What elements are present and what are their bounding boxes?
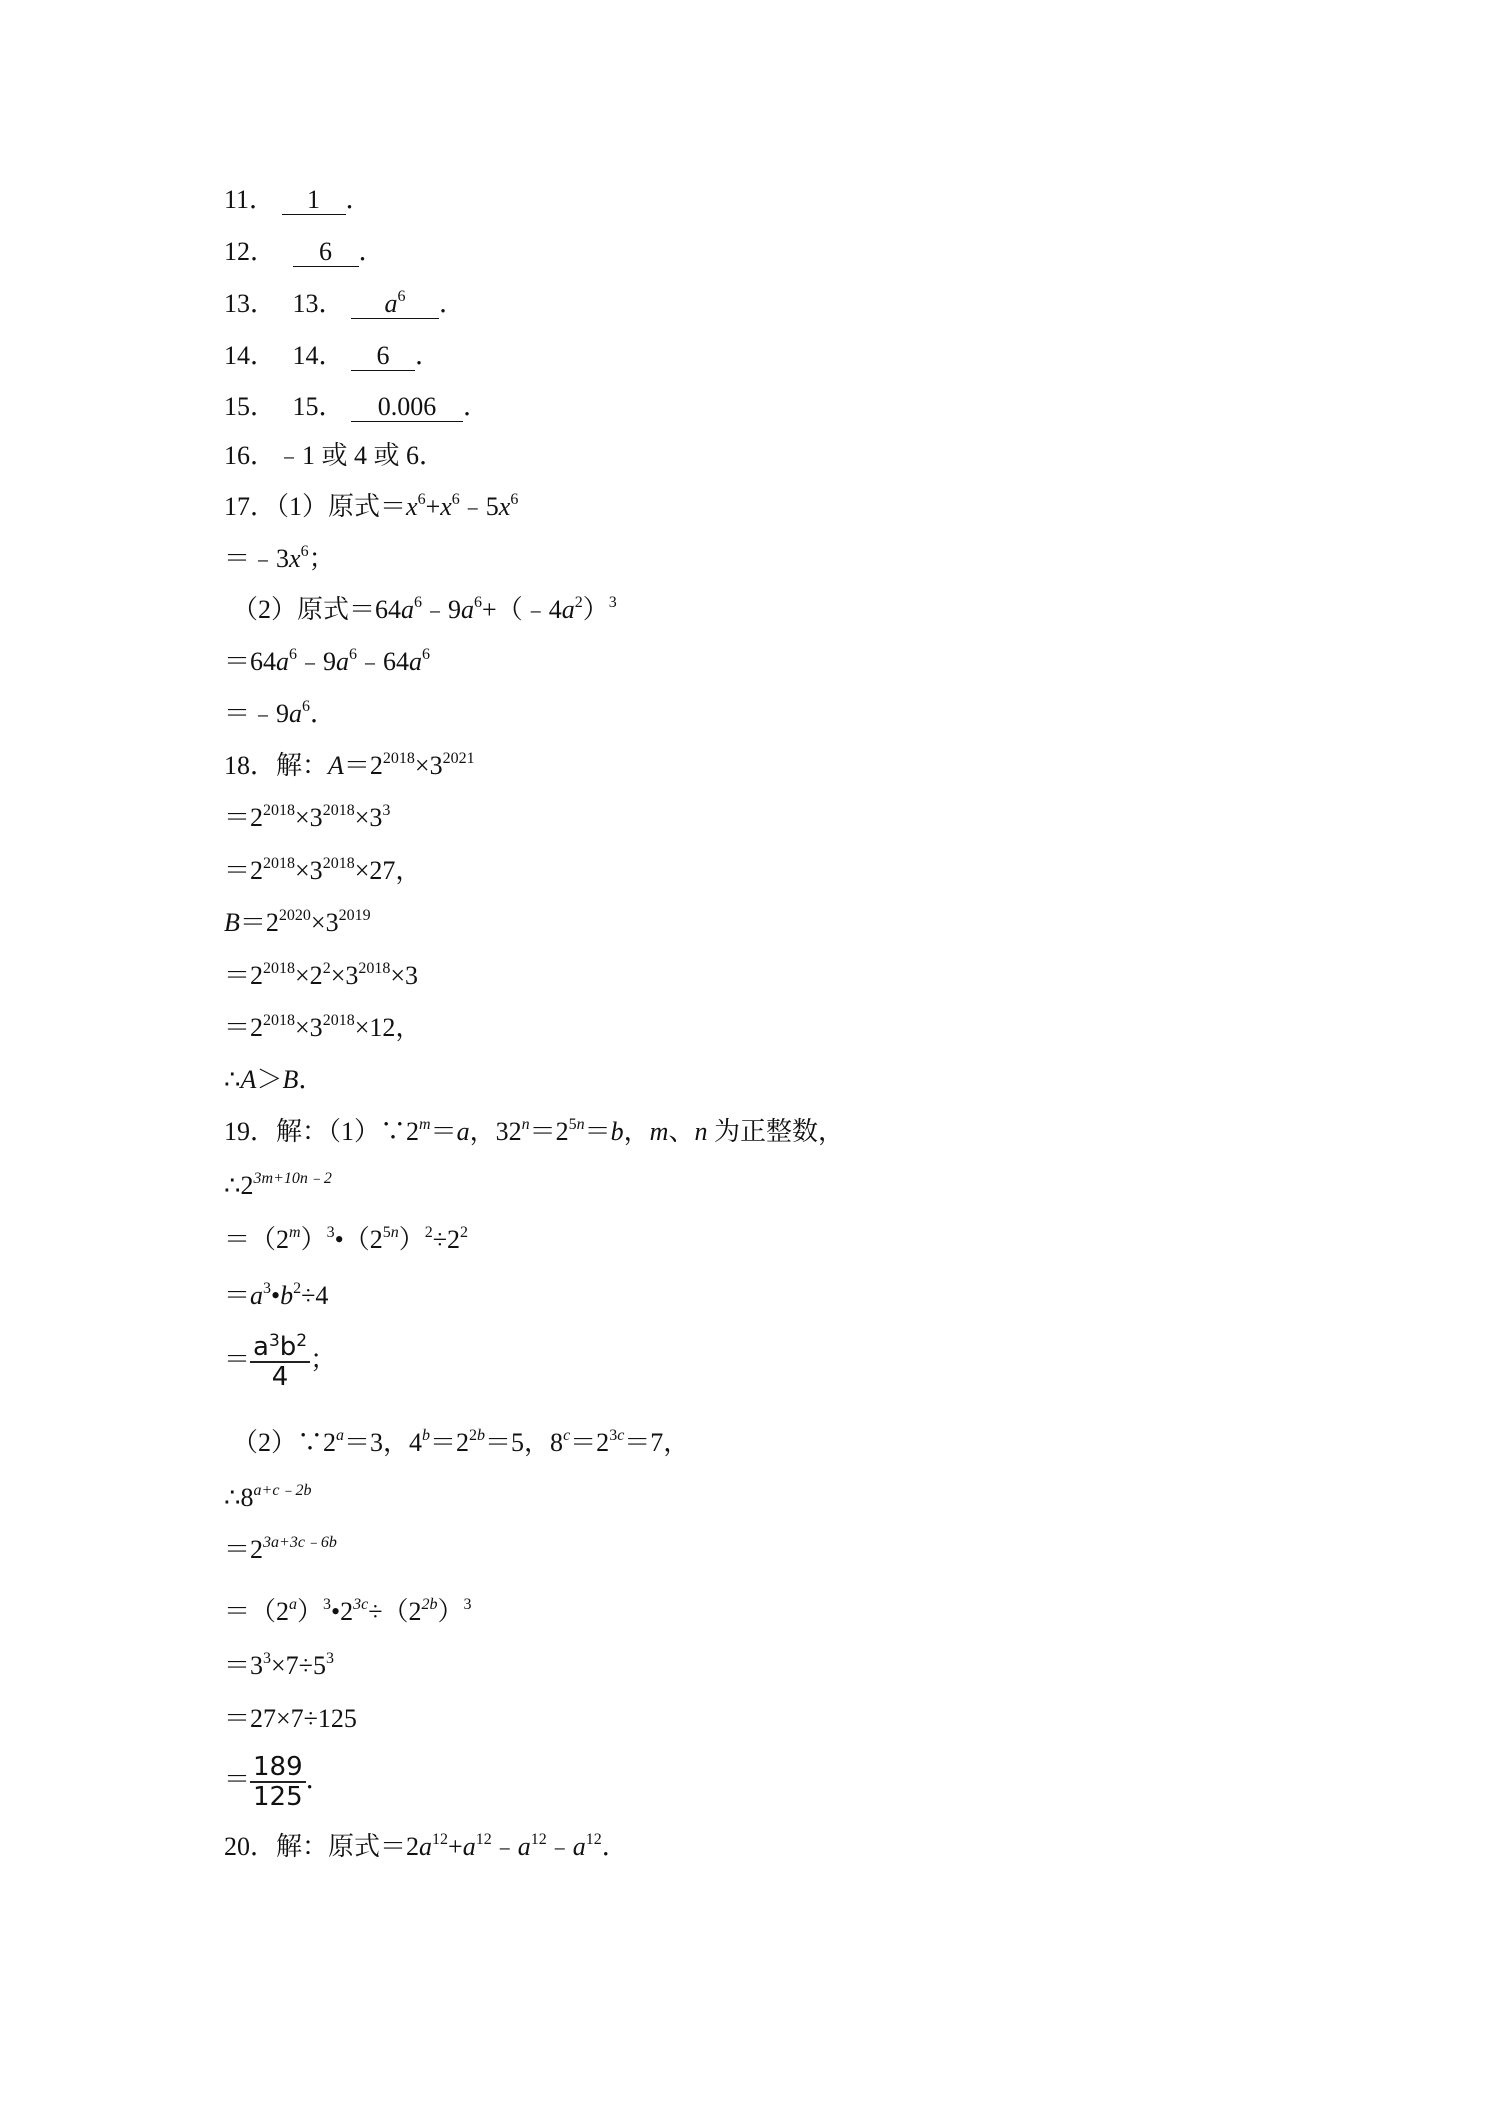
text: ﹣9	[422, 595, 462, 624]
text: （2）∵2	[232, 1428, 337, 1457]
text: ﹣	[491, 1832, 518, 1861]
var-a: a	[289, 699, 303, 728]
text: ＝	[430, 1117, 457, 1146]
exponent: 2	[322, 960, 331, 977]
exponent: 6	[302, 698, 311, 715]
exponent-a: a	[336, 1427, 345, 1444]
q19-line-11: ＝27×7÷125	[224, 1704, 357, 1733]
text: ﹣	[546, 1832, 573, 1861]
text: +（﹣4	[482, 595, 562, 624]
item-prefix: 13．	[292, 289, 345, 318]
text: 18．解：	[224, 751, 329, 780]
exponent: 2018	[322, 802, 355, 819]
q18-line-1	[224, 748, 475, 784]
answer-13	[224, 286, 465, 322]
text: 17．（1）原式＝	[224, 492, 407, 521]
text: ＝2	[224, 1013, 264, 1042]
exponent: 2	[460, 1224, 468, 1241]
text: ∴	[224, 1065, 241, 1094]
exponent-c: c	[563, 1427, 571, 1444]
exponent: 6	[422, 646, 431, 663]
answer-12	[224, 234, 385, 270]
text: ＝	[584, 1117, 611, 1146]
var-a: a	[572, 1832, 586, 1861]
var-B: B	[282, 1065, 299, 1094]
text: ＝3，4	[344, 1428, 423, 1457]
exponent-n: n	[576, 1116, 585, 1133]
text: ×3	[295, 803, 323, 832]
q17-line-4	[224, 644, 430, 680]
q20-line	[224, 1829, 628, 1865]
exponent: 6	[300, 543, 309, 560]
exponent: 3	[323, 1596, 332, 1613]
exponent-a: a	[289, 1596, 298, 1613]
q18-line-2	[224, 800, 390, 836]
fraction-a3b2-over-4	[250, 1333, 310, 1391]
text: ．	[305, 1765, 332, 1794]
var-a: a	[409, 647, 423, 676]
text: 189	[250, 1753, 306, 1783]
text: ，32	[469, 1117, 522, 1146]
exponent: 12	[432, 1831, 449, 1848]
exponent: 2	[424, 1224, 433, 1241]
text: 为正整数，	[707, 1117, 844, 1146]
exponent: 3	[326, 1224, 335, 1241]
q19-line-3	[224, 1222, 468, 1258]
text: ＝	[224, 1281, 251, 1310]
text: ）	[582, 595, 609, 624]
q17-line-2	[224, 541, 335, 577]
exponent: 2	[296, 1331, 308, 1352]
text: ×3	[310, 908, 339, 937]
q18-line-6	[224, 1010, 421, 1046]
var-x: x	[440, 492, 452, 521]
exponent: 6	[289, 646, 298, 663]
exponent: 3	[463, 1596, 472, 1613]
exponent: 6	[397, 288, 406, 305]
text: ＝7，	[624, 1428, 690, 1457]
exponent: 3	[263, 1650, 272, 1667]
var-A: A	[328, 751, 344, 780]
exponent: 2	[574, 594, 583, 611]
var-a: a	[456, 1117, 470, 1146]
exponent: 2018	[322, 855, 355, 872]
text: ﹣5	[459, 492, 499, 521]
var-A: A	[240, 1065, 257, 1094]
text: ．	[298, 1065, 325, 1094]
exponent: 12	[585, 1831, 602, 1848]
var-a: a	[462, 1832, 476, 1861]
exponent: 3m+10n﹣2	[253, 1170, 332, 1187]
answer-14	[224, 338, 441, 374]
text: ）	[398, 1225, 425, 1254]
exponent: 2b	[421, 1596, 438, 1613]
text: 19．解：（1）∵2	[224, 1117, 420, 1146]
text: 20．解：原式＝2	[224, 1832, 420, 1861]
text: ÷2	[432, 1225, 460, 1254]
q17-line-3	[232, 592, 617, 628]
exponent: 6	[414, 594, 423, 611]
q18-line-7	[224, 1062, 324, 1098]
text: ∴8	[224, 1483, 254, 1512]
q19-line-5	[224, 1328, 336, 1392]
text: •2	[331, 1597, 354, 1626]
text: 5	[382, 1224, 391, 1241]
answer-blank: 6	[351, 342, 415, 371]
period: ．	[463, 392, 490, 421]
text: ×3	[295, 856, 323, 885]
exponent: 2018	[263, 960, 296, 977]
text: ＝﹣9	[224, 699, 290, 728]
text: ×12，	[354, 1013, 422, 1042]
var-x: x	[289, 544, 301, 573]
text: 2	[469, 1427, 478, 1444]
exponent-c: c	[617, 1427, 625, 1444]
text: ＝2	[224, 1535, 264, 1564]
text: ．	[310, 699, 337, 728]
var-x: x	[498, 492, 511, 521]
var-a: a	[401, 595, 415, 624]
text: 3	[609, 1427, 618, 1444]
item-prefix: 15．	[292, 392, 345, 421]
q17-line-5	[224, 696, 336, 732]
exponent: 3c	[353, 1596, 369, 1613]
answer-16: 16．﹣1 或 4 或 6．	[224, 441, 446, 470]
period: ．	[439, 289, 466, 318]
text: ＝2	[570, 1428, 610, 1457]
text: +	[425, 492, 441, 521]
exponent: 2	[293, 1280, 302, 1297]
exponent: 6	[451, 491, 460, 508]
text: ×3	[330, 961, 359, 990]
text: ）	[437, 1597, 464, 1626]
exponent: 2018	[263, 855, 296, 872]
period: ．	[415, 341, 442, 370]
answer-blank: 0.006	[351, 393, 463, 422]
item-number: 14．	[224, 341, 277, 370]
text: ×27，	[354, 856, 422, 885]
text: ，	[623, 1117, 650, 1146]
text: ＝2	[343, 751, 383, 780]
text: ．	[601, 1832, 628, 1861]
text: ＝64	[224, 647, 277, 676]
answer-11	[224, 182, 372, 218]
exponent: 2019	[338, 907, 371, 924]
text: ×3	[390, 961, 419, 990]
text: ＝2	[224, 856, 264, 885]
var-a: a	[384, 289, 398, 318]
exponent: 3a+3c﹣6b	[263, 1534, 337, 1551]
text: ﹣9	[297, 647, 337, 676]
exponent: 2020	[278, 907, 311, 924]
exponent: 6	[417, 491, 426, 508]
text: •（2	[334, 1225, 383, 1254]
text: 125	[253, 1782, 303, 1813]
exponent: 12	[475, 1831, 492, 1848]
text: ×7÷5	[271, 1651, 326, 1680]
text: 5	[568, 1116, 577, 1133]
item-number: 13．	[224, 289, 277, 318]
item-number: 11．	[224, 185, 276, 214]
text: ＝2	[529, 1117, 569, 1146]
exponent: 2018	[382, 750, 415, 767]
exponent: 3	[608, 594, 617, 611]
fraction-189-over-125	[250, 1753, 306, 1811]
text: ）	[297, 1597, 324, 1626]
item-prefix: 14．	[292, 341, 345, 370]
q19-line-9	[224, 1594, 472, 1630]
q18-line-5	[224, 958, 418, 994]
text: ×3	[354, 803, 383, 832]
text: +	[448, 1832, 463, 1861]
var-b: b	[280, 1281, 294, 1310]
text: ＝（2	[224, 1225, 290, 1254]
exponent: 6	[474, 594, 483, 611]
item-number: 15．	[224, 392, 277, 421]
exponent: 3	[263, 1280, 272, 1297]
exponent-m: m	[289, 1224, 301, 1241]
q19-line-2	[224, 1168, 332, 1204]
var-a: a	[276, 647, 290, 676]
text: ＝（2	[224, 1597, 290, 1626]
text: •	[271, 1281, 281, 1310]
text: 4	[271, 1362, 289, 1393]
q19-line-12	[224, 1748, 332, 1812]
exponent-n: n	[390, 1224, 399, 1241]
answer-blank: 6	[293, 238, 359, 267]
var-a: a	[419, 1832, 433, 1861]
q19-line-7	[224, 1480, 311, 1516]
exponent-b: b	[422, 1427, 431, 1444]
text: ＝3	[224, 1651, 264, 1680]
text: ＝﹣3	[224, 544, 290, 573]
text: ×3	[295, 1013, 323, 1042]
text: ＝2	[430, 1428, 470, 1457]
q19-line-6	[232, 1425, 689, 1461]
text: ＝	[224, 1765, 251, 1794]
text: a	[253, 1332, 269, 1363]
text: 、	[668, 1117, 695, 1146]
text: ＝2	[239, 908, 279, 937]
exponent: 2018	[322, 1012, 355, 1029]
period: ．	[358, 237, 385, 266]
var-B: B	[224, 908, 240, 937]
text: ＝5，8	[485, 1428, 564, 1457]
exponent: 6	[510, 491, 519, 508]
exponent: 6	[349, 646, 358, 663]
text: ∴2	[224, 1171, 254, 1200]
exponent: 2018	[263, 1012, 296, 1029]
exponent: a+c﹣2b	[253, 1482, 312, 1499]
text: ﹣64	[357, 647, 410, 676]
exponent-m: m	[419, 1116, 431, 1133]
text: ×3	[414, 751, 443, 780]
item-number: 12．	[224, 237, 277, 266]
q19-line-10	[224, 1648, 334, 1684]
var-a: a	[517, 1832, 531, 1861]
text: ；	[310, 1345, 337, 1374]
text: ×2	[295, 961, 323, 990]
answer-blank	[351, 290, 439, 319]
exponent: 2021	[442, 750, 475, 767]
var-a: a	[461, 595, 475, 624]
q18-line-4	[224, 905, 371, 941]
var-x: x	[406, 492, 418, 521]
exponent: 12	[530, 1831, 547, 1848]
q18-line-3	[224, 853, 421, 889]
text: ÷（2	[368, 1597, 422, 1626]
var-n: n	[694, 1117, 708, 1146]
exponent: 3	[382, 802, 391, 819]
var-m: m	[649, 1117, 669, 1146]
q19-line-1	[224, 1114, 844, 1150]
exponent: 3	[325, 1650, 334, 1667]
text: ÷4	[301, 1281, 329, 1310]
exponent: 2018	[263, 802, 296, 819]
q19-line-4	[224, 1278, 328, 1314]
exponent-b: b	[477, 1427, 486, 1444]
text: ＞	[256, 1065, 283, 1094]
text: ＝2	[224, 961, 264, 990]
text: ＝2	[224, 803, 264, 832]
exponent: 2018	[358, 960, 391, 977]
var-a: a	[250, 1281, 264, 1310]
text: ）	[300, 1225, 327, 1254]
var-a: a	[336, 647, 350, 676]
period: ．	[345, 185, 372, 214]
answer-15	[224, 389, 489, 425]
exponent: 3	[268, 1331, 280, 1352]
var-b: b	[610, 1117, 624, 1146]
text: （2）原式＝64	[232, 595, 402, 624]
text: ＝	[224, 1345, 251, 1374]
text: b	[279, 1332, 297, 1363]
q17-line-1	[224, 489, 518, 525]
text: ；	[308, 544, 335, 573]
q19-line-8	[224, 1532, 337, 1568]
var-a: a	[561, 595, 575, 624]
exponent-n: n	[521, 1116, 530, 1133]
answer-blank: 1	[282, 186, 346, 215]
